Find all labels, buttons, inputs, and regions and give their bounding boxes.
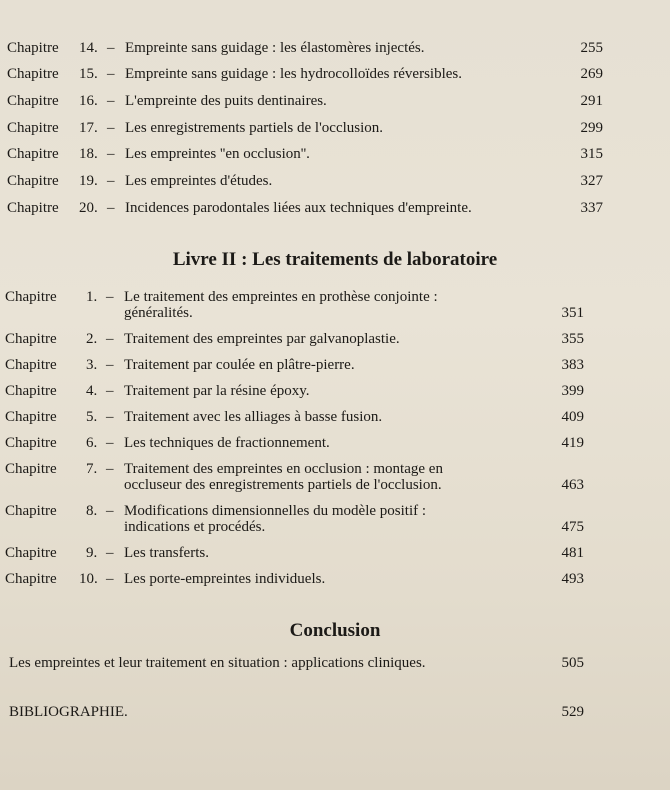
chapter-dash: – — [107, 93, 115, 109]
chapter-label: Chapitre — [7, 146, 59, 162]
chapter-page: 419 — [561, 435, 584, 451]
chapter-title: Les empreintes ''en occlusion''. — [125, 146, 310, 162]
chapter-number: 1. — [86, 289, 98, 305]
bibliography-page: 529 — [561, 704, 584, 720]
chapter-page: 481 — [561, 545, 584, 561]
chapter-title: Empreinte sans guidage : les élastomères injectés. — [125, 40, 425, 56]
conclusion-heading: Conclusion — [289, 620, 381, 641]
chapter-number: 16. — [79, 93, 98, 109]
chapter-label: Chapitre — [7, 40, 59, 56]
chapter-page: 269 — [580, 66, 603, 82]
chapter-title-line1: Les porte-empreintes individuels. — [124, 571, 326, 587]
chapter-label: Chapitre — [7, 93, 59, 109]
chapter-dash: – — [107, 200, 115, 216]
chapter-title-line1: Les techniques de fractionnement. — [124, 435, 330, 451]
chapter-label: Chapitre — [7, 66, 59, 82]
chapter-label: Chapitre — [5, 289, 57, 305]
chapter-page: 383 — [561, 357, 584, 373]
chapter-page: 291 — [580, 93, 603, 109]
chapter-dash: – — [106, 331, 114, 347]
chapter-page: 355 — [561, 331, 584, 347]
chapter-label: Chapitre — [5, 571, 57, 587]
chapter-number: 7. — [86, 461, 98, 477]
chapter-dash: – — [107, 66, 115, 82]
chapter-dash: – — [106, 289, 114, 305]
chapter-page: 337 — [580, 200, 603, 216]
chapter-number: 8. — [86, 503, 98, 519]
chapter-dash: – — [106, 545, 114, 561]
chapter-page: 255 — [580, 40, 603, 56]
chapter-dash: – — [106, 357, 114, 373]
conclusion-title: Les empreintes et leur traitement en situation : applications cliniques. — [9, 655, 426, 671]
chapter-title-line2: indications et procédés. — [124, 519, 266, 535]
chapter-title-line1: Le traitement des empreintes en prothèse conjointe : — [124, 289, 438, 305]
chapter-title: L'empreinte des puits dentinaires. — [125, 93, 327, 109]
chapter-title: Les empreintes d'études. — [125, 173, 273, 189]
chapter-label: Chapitre — [5, 503, 57, 519]
chapter-title-line1: Traitement avec les alliages à basse fusion. — [124, 409, 383, 425]
chapter-dash: – — [107, 146, 115, 162]
chapter-number: 3. — [86, 357, 98, 373]
book2-heading: Livre II : Les traitements de laboratoire — [172, 249, 498, 270]
chapter-title: Empreinte sans guidage : les hydrocolloïdes réversibles. — [125, 66, 462, 82]
chapter-page: 463 — [561, 477, 584, 493]
chapter-label: Chapitre — [7, 173, 59, 189]
chapter-dash: – — [107, 173, 115, 189]
chapter-dash: – — [106, 435, 114, 451]
chapter-label: Chapitre — [7, 200, 59, 216]
chapter-label: Chapitre — [7, 120, 59, 136]
chapter-title-line2: occluseur des enregistrements partiels de l'occlusion. — [124, 477, 442, 493]
chapter-page: 409 — [561, 409, 584, 425]
chapter-page: 315 — [580, 146, 603, 162]
chapter-label: Chapitre — [5, 383, 57, 399]
chapter-dash: – — [106, 503, 114, 519]
chapter-number: 15. — [79, 66, 98, 82]
chapter-title-line1: Les transferts. — [124, 545, 209, 561]
chapter-title-line1: Traitement par la résine époxy. — [124, 383, 310, 399]
chapter-page: 493 — [561, 571, 584, 587]
conclusion-page: 505 — [561, 655, 584, 671]
chapter-title: Incidences parodontales liées aux techniques d'empreinte. — [125, 200, 472, 216]
chapter-label: Chapitre — [5, 461, 57, 477]
chapter-label: Chapitre — [5, 357, 57, 373]
chapter-title: Les enregistrements partiels de l'occlusion. — [125, 120, 384, 136]
chapter-page: 299 — [580, 120, 603, 136]
chapter-label: Chapitre — [5, 435, 57, 451]
chapter-dash: – — [106, 409, 114, 425]
chapter-dash: – — [107, 120, 115, 136]
chapter-page: 327 — [580, 173, 603, 189]
chapter-dash: – — [106, 461, 114, 477]
chapter-dash: – — [106, 383, 114, 399]
chapter-title-line1: Traitement par coulée en plâtre-pierre. — [124, 357, 355, 373]
chapter-number: 14. — [79, 40, 98, 56]
chapter-number: 18. — [79, 146, 98, 162]
chapter-number: 19. — [79, 173, 98, 189]
bibliography-label: BIBLIOGRAPHIE. — [9, 704, 128, 720]
chapter-label: Chapitre — [5, 331, 57, 347]
chapter-title-line1: Modifications dimensionnelles du modèle positif : — [124, 503, 427, 519]
chapter-page: 399 — [561, 383, 584, 399]
chapter-number: 2. — [86, 331, 98, 347]
chapter-label: Chapitre — [5, 545, 57, 561]
chapter-dash: – — [106, 571, 114, 587]
chapter-number: 4. — [86, 383, 98, 399]
chapter-number: 5. — [86, 409, 98, 425]
chapter-label: Chapitre — [5, 409, 57, 425]
chapter-number: 6. — [86, 435, 98, 451]
chapter-page: 351 — [561, 305, 584, 321]
chapter-number: 20. — [79, 200, 98, 216]
chapter-dash: – — [107, 40, 115, 56]
chapter-page: 475 — [561, 519, 584, 535]
chapter-title-line2: généralités. — [124, 305, 193, 321]
chapter-title-line1: Traitement des empreintes en occlusion : montage en — [124, 461, 443, 477]
chapter-number: 9. — [86, 545, 98, 561]
chapter-title-line1: Traitement des empreintes par galvanoplastie. — [124, 331, 400, 347]
chapter-number: 17. — [79, 120, 98, 136]
chapter-number: 10. — [79, 571, 98, 587]
